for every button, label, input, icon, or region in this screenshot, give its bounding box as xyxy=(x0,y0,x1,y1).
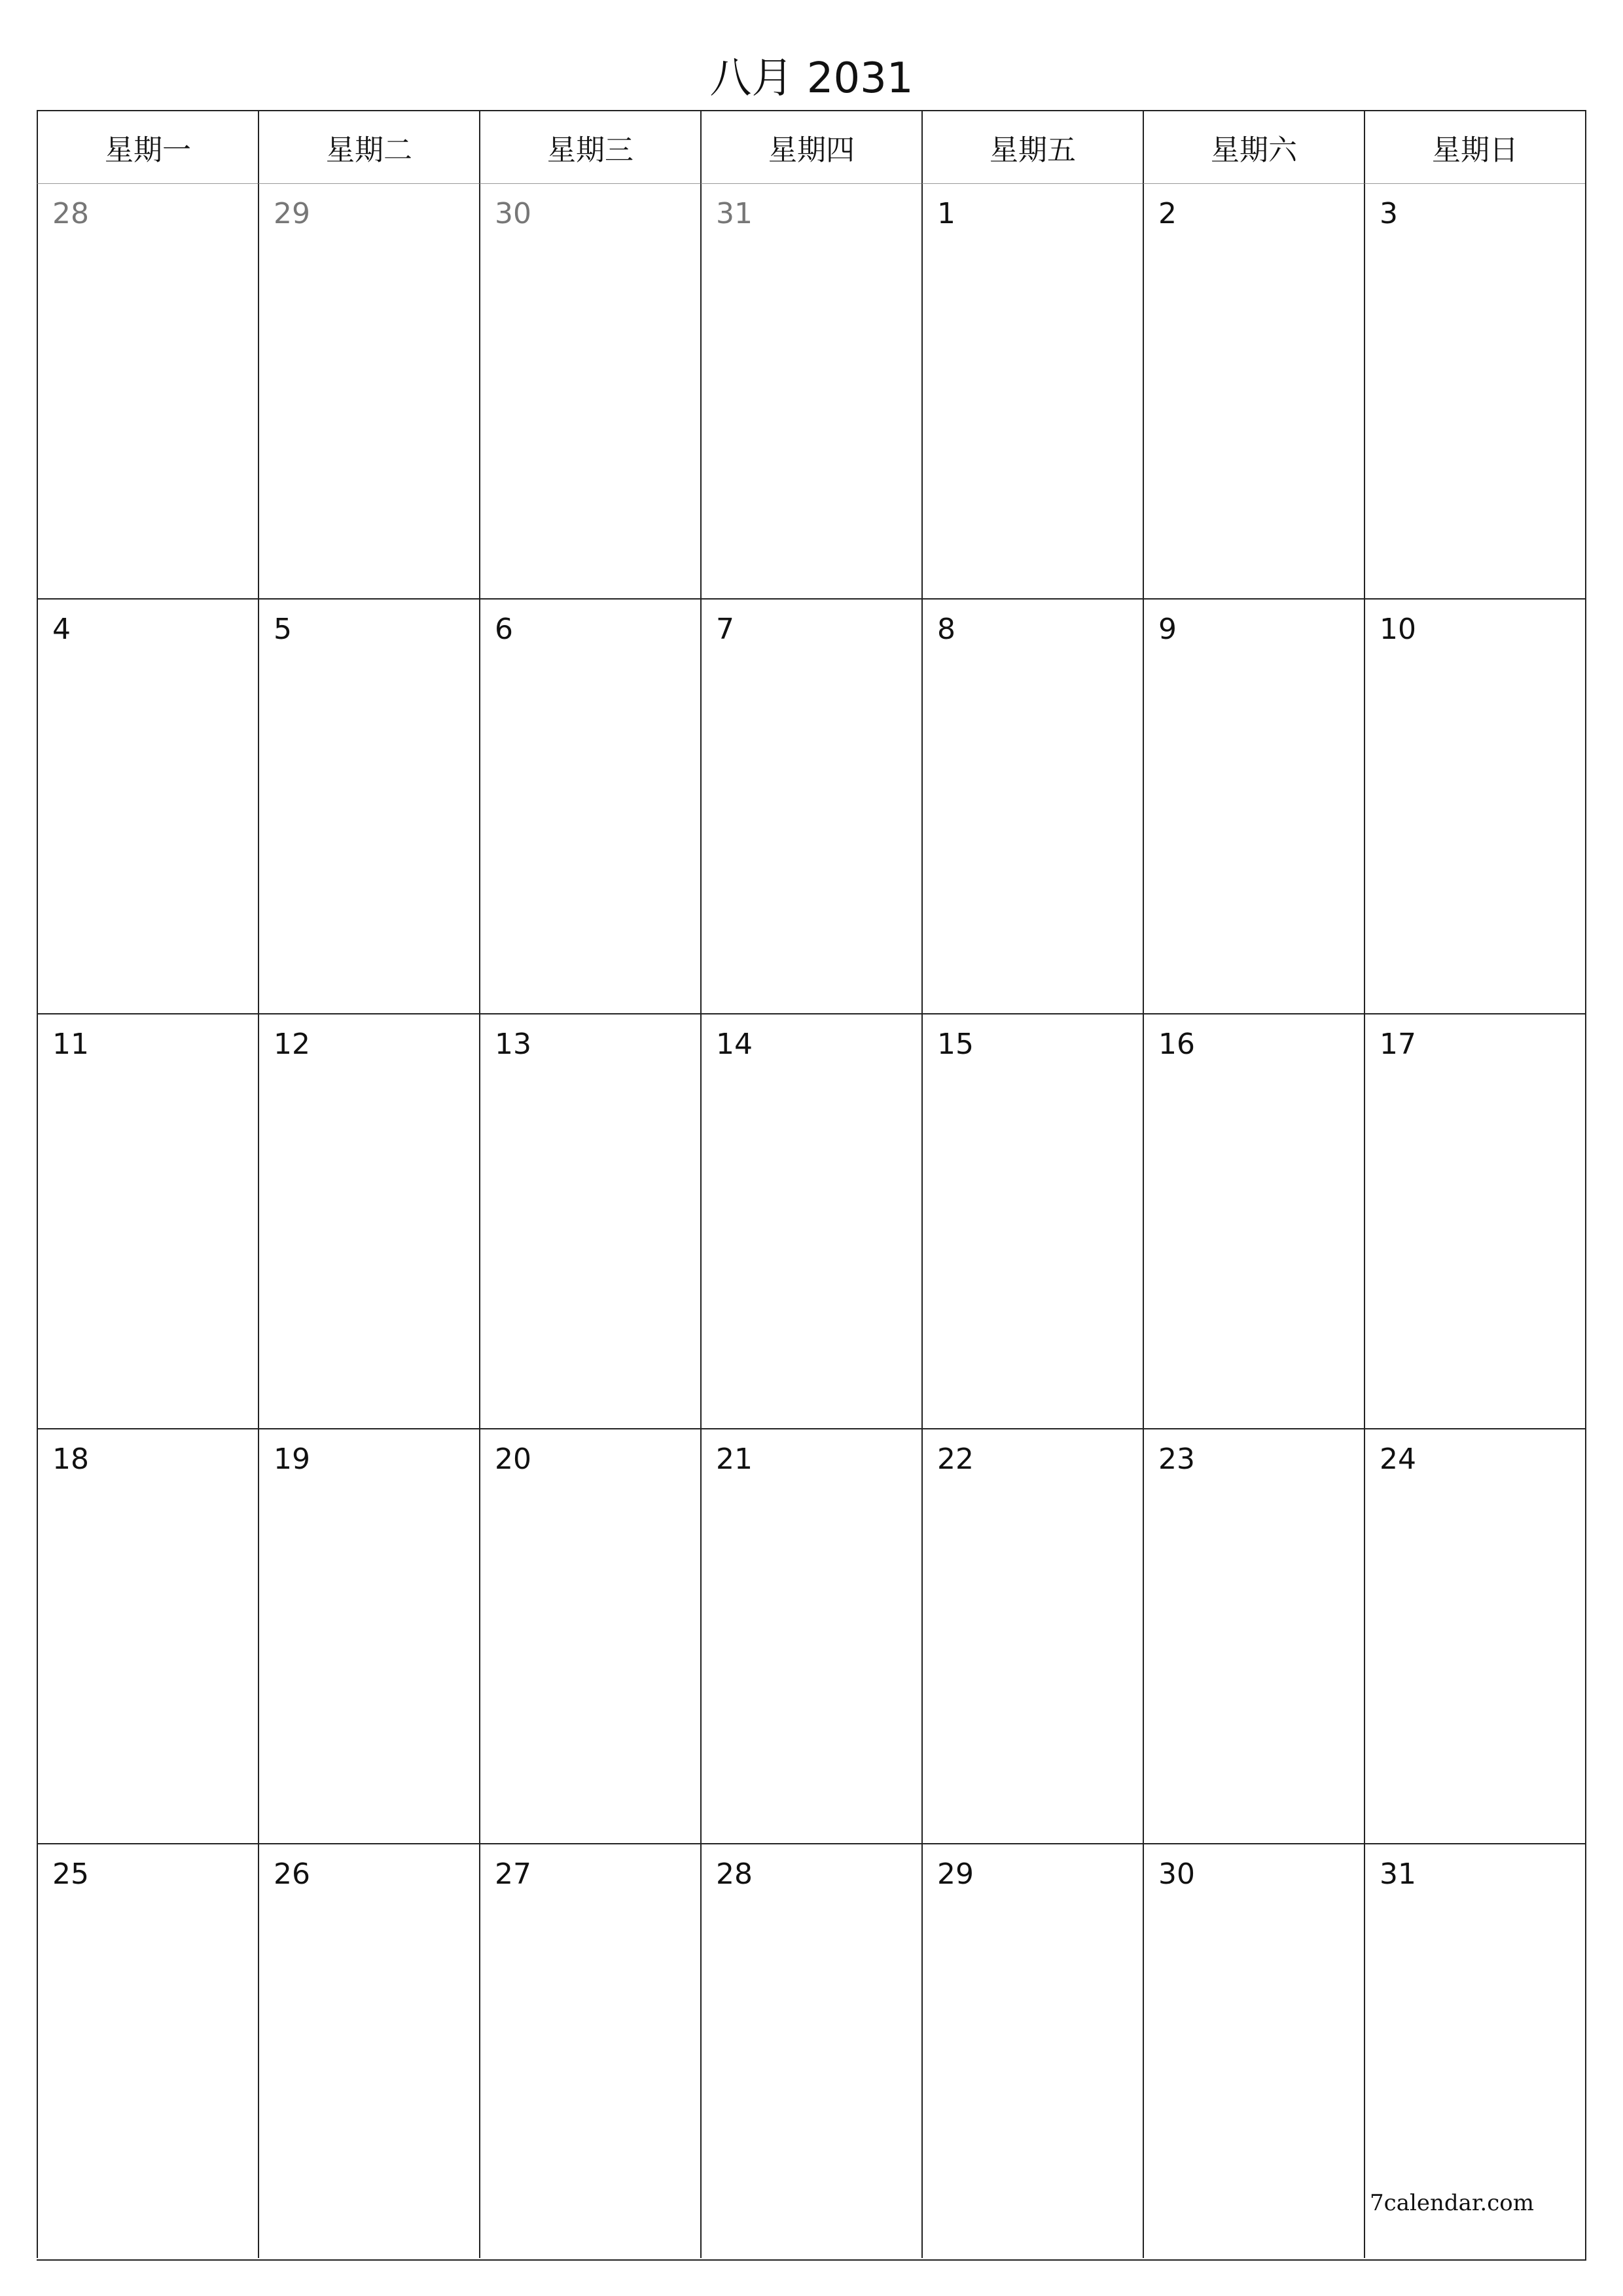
day-number: 30 xyxy=(1158,1857,1195,1891)
week-row xyxy=(37,1843,1585,2258)
weekday-header-thursday: 星期四 xyxy=(700,110,921,183)
day-number: 28 xyxy=(716,1857,753,1891)
weekday-header-row xyxy=(37,110,1585,183)
weekday-header-tuesday: 星期二 xyxy=(258,110,479,183)
day-cell[interactable] xyxy=(37,1843,258,2258)
day-cell[interactable] xyxy=(1143,598,1364,1013)
day-number: 26 xyxy=(274,1857,310,1891)
week-row xyxy=(37,183,1585,598)
day-cell[interactable] xyxy=(258,1013,479,1428)
day-cell[interactable] xyxy=(258,598,479,1013)
day-cell[interactable] xyxy=(258,1428,479,1843)
day-cell[interactable] xyxy=(921,183,1143,598)
day-number: 27 xyxy=(495,1857,531,1891)
day-cell[interactable] xyxy=(921,598,1143,1013)
day-number: 21 xyxy=(716,1443,753,1476)
day-cell[interactable] xyxy=(700,1428,921,1843)
day-number: 3 xyxy=(1380,197,1398,230)
day-number: 5 xyxy=(274,613,292,646)
day-cell[interactable] xyxy=(700,183,921,598)
day-number: 6 xyxy=(495,613,513,646)
day-number: 16 xyxy=(1158,1028,1195,1061)
day-number: 30 xyxy=(495,197,531,230)
watermark: 7calendar.com xyxy=(1370,2190,1534,2216)
day-cell[interactable] xyxy=(479,183,700,598)
week-row xyxy=(37,1428,1585,1843)
day-cell[interactable] xyxy=(921,1428,1143,1843)
day-number: 23 xyxy=(1158,1443,1195,1476)
day-number: 13 xyxy=(495,1028,531,1061)
day-number: 17 xyxy=(1380,1028,1416,1061)
day-cell[interactable] xyxy=(921,1843,1143,2258)
day-cell[interactable] xyxy=(37,183,258,598)
day-number: 19 xyxy=(274,1443,310,1476)
day-number: 15 xyxy=(937,1028,974,1061)
day-cell[interactable] xyxy=(1364,183,1585,598)
day-number: 24 xyxy=(1380,1443,1416,1476)
day-cell[interactable] xyxy=(1364,1428,1585,1843)
day-number: 31 xyxy=(1380,1857,1416,1891)
day-cell[interactable] xyxy=(1143,1428,1364,1843)
day-cell[interactable] xyxy=(1143,183,1364,598)
day-number: 12 xyxy=(274,1028,310,1061)
week-row xyxy=(37,1013,1585,1428)
day-cell[interactable] xyxy=(258,1843,479,2258)
day-cell[interactable] xyxy=(479,598,700,1013)
day-cell[interactable] xyxy=(479,1843,700,2258)
day-cell[interactable] xyxy=(258,183,479,598)
day-number: 29 xyxy=(937,1857,974,1891)
day-number: 9 xyxy=(1158,613,1177,646)
day-cell[interactable] xyxy=(37,1428,258,1843)
day-number: 28 xyxy=(52,197,89,230)
weekday-header-saturday: 星期六 xyxy=(1143,110,1364,183)
day-cell[interactable] xyxy=(1143,1843,1364,2258)
day-cell[interactable] xyxy=(1364,1013,1585,1428)
weekday-header-sunday: 星期日 xyxy=(1364,110,1585,183)
day-cell[interactable] xyxy=(921,1013,1143,1428)
day-cell[interactable] xyxy=(37,598,258,1013)
page-title: 八月 2031 xyxy=(709,54,914,103)
day-cell[interactable] xyxy=(700,1843,921,2258)
day-number: 8 xyxy=(937,613,955,646)
day-number: 20 xyxy=(495,1443,531,1476)
day-number: 31 xyxy=(716,197,753,230)
day-cell[interactable] xyxy=(700,1013,921,1428)
day-number: 10 xyxy=(1380,613,1416,646)
day-number: 18 xyxy=(52,1443,89,1476)
day-number: 11 xyxy=(52,1028,89,1061)
calendar-grid xyxy=(37,110,1586,2261)
week-row xyxy=(37,598,1585,1013)
day-cell[interactable] xyxy=(1143,1013,1364,1428)
weekday-header-monday: 星期一 xyxy=(37,110,258,183)
day-number: 1 xyxy=(937,197,955,230)
day-number: 4 xyxy=(52,613,71,646)
day-number: 22 xyxy=(937,1443,974,1476)
day-cell[interactable] xyxy=(479,1428,700,1843)
day-number: 25 xyxy=(52,1857,89,1891)
day-number: 29 xyxy=(274,197,310,230)
weekday-header-wednesday: 星期三 xyxy=(479,110,700,183)
day-number: 2 xyxy=(1158,197,1177,230)
day-number: 7 xyxy=(716,613,734,646)
day-cell[interactable] xyxy=(37,1013,258,1428)
day-cell[interactable] xyxy=(1364,598,1585,1013)
day-cell[interactable] xyxy=(479,1013,700,1428)
day-cell[interactable] xyxy=(700,598,921,1013)
day-number: 14 xyxy=(716,1028,753,1061)
weeks-container xyxy=(37,183,1585,2258)
weekday-header-friday: 星期五 xyxy=(921,110,1143,183)
